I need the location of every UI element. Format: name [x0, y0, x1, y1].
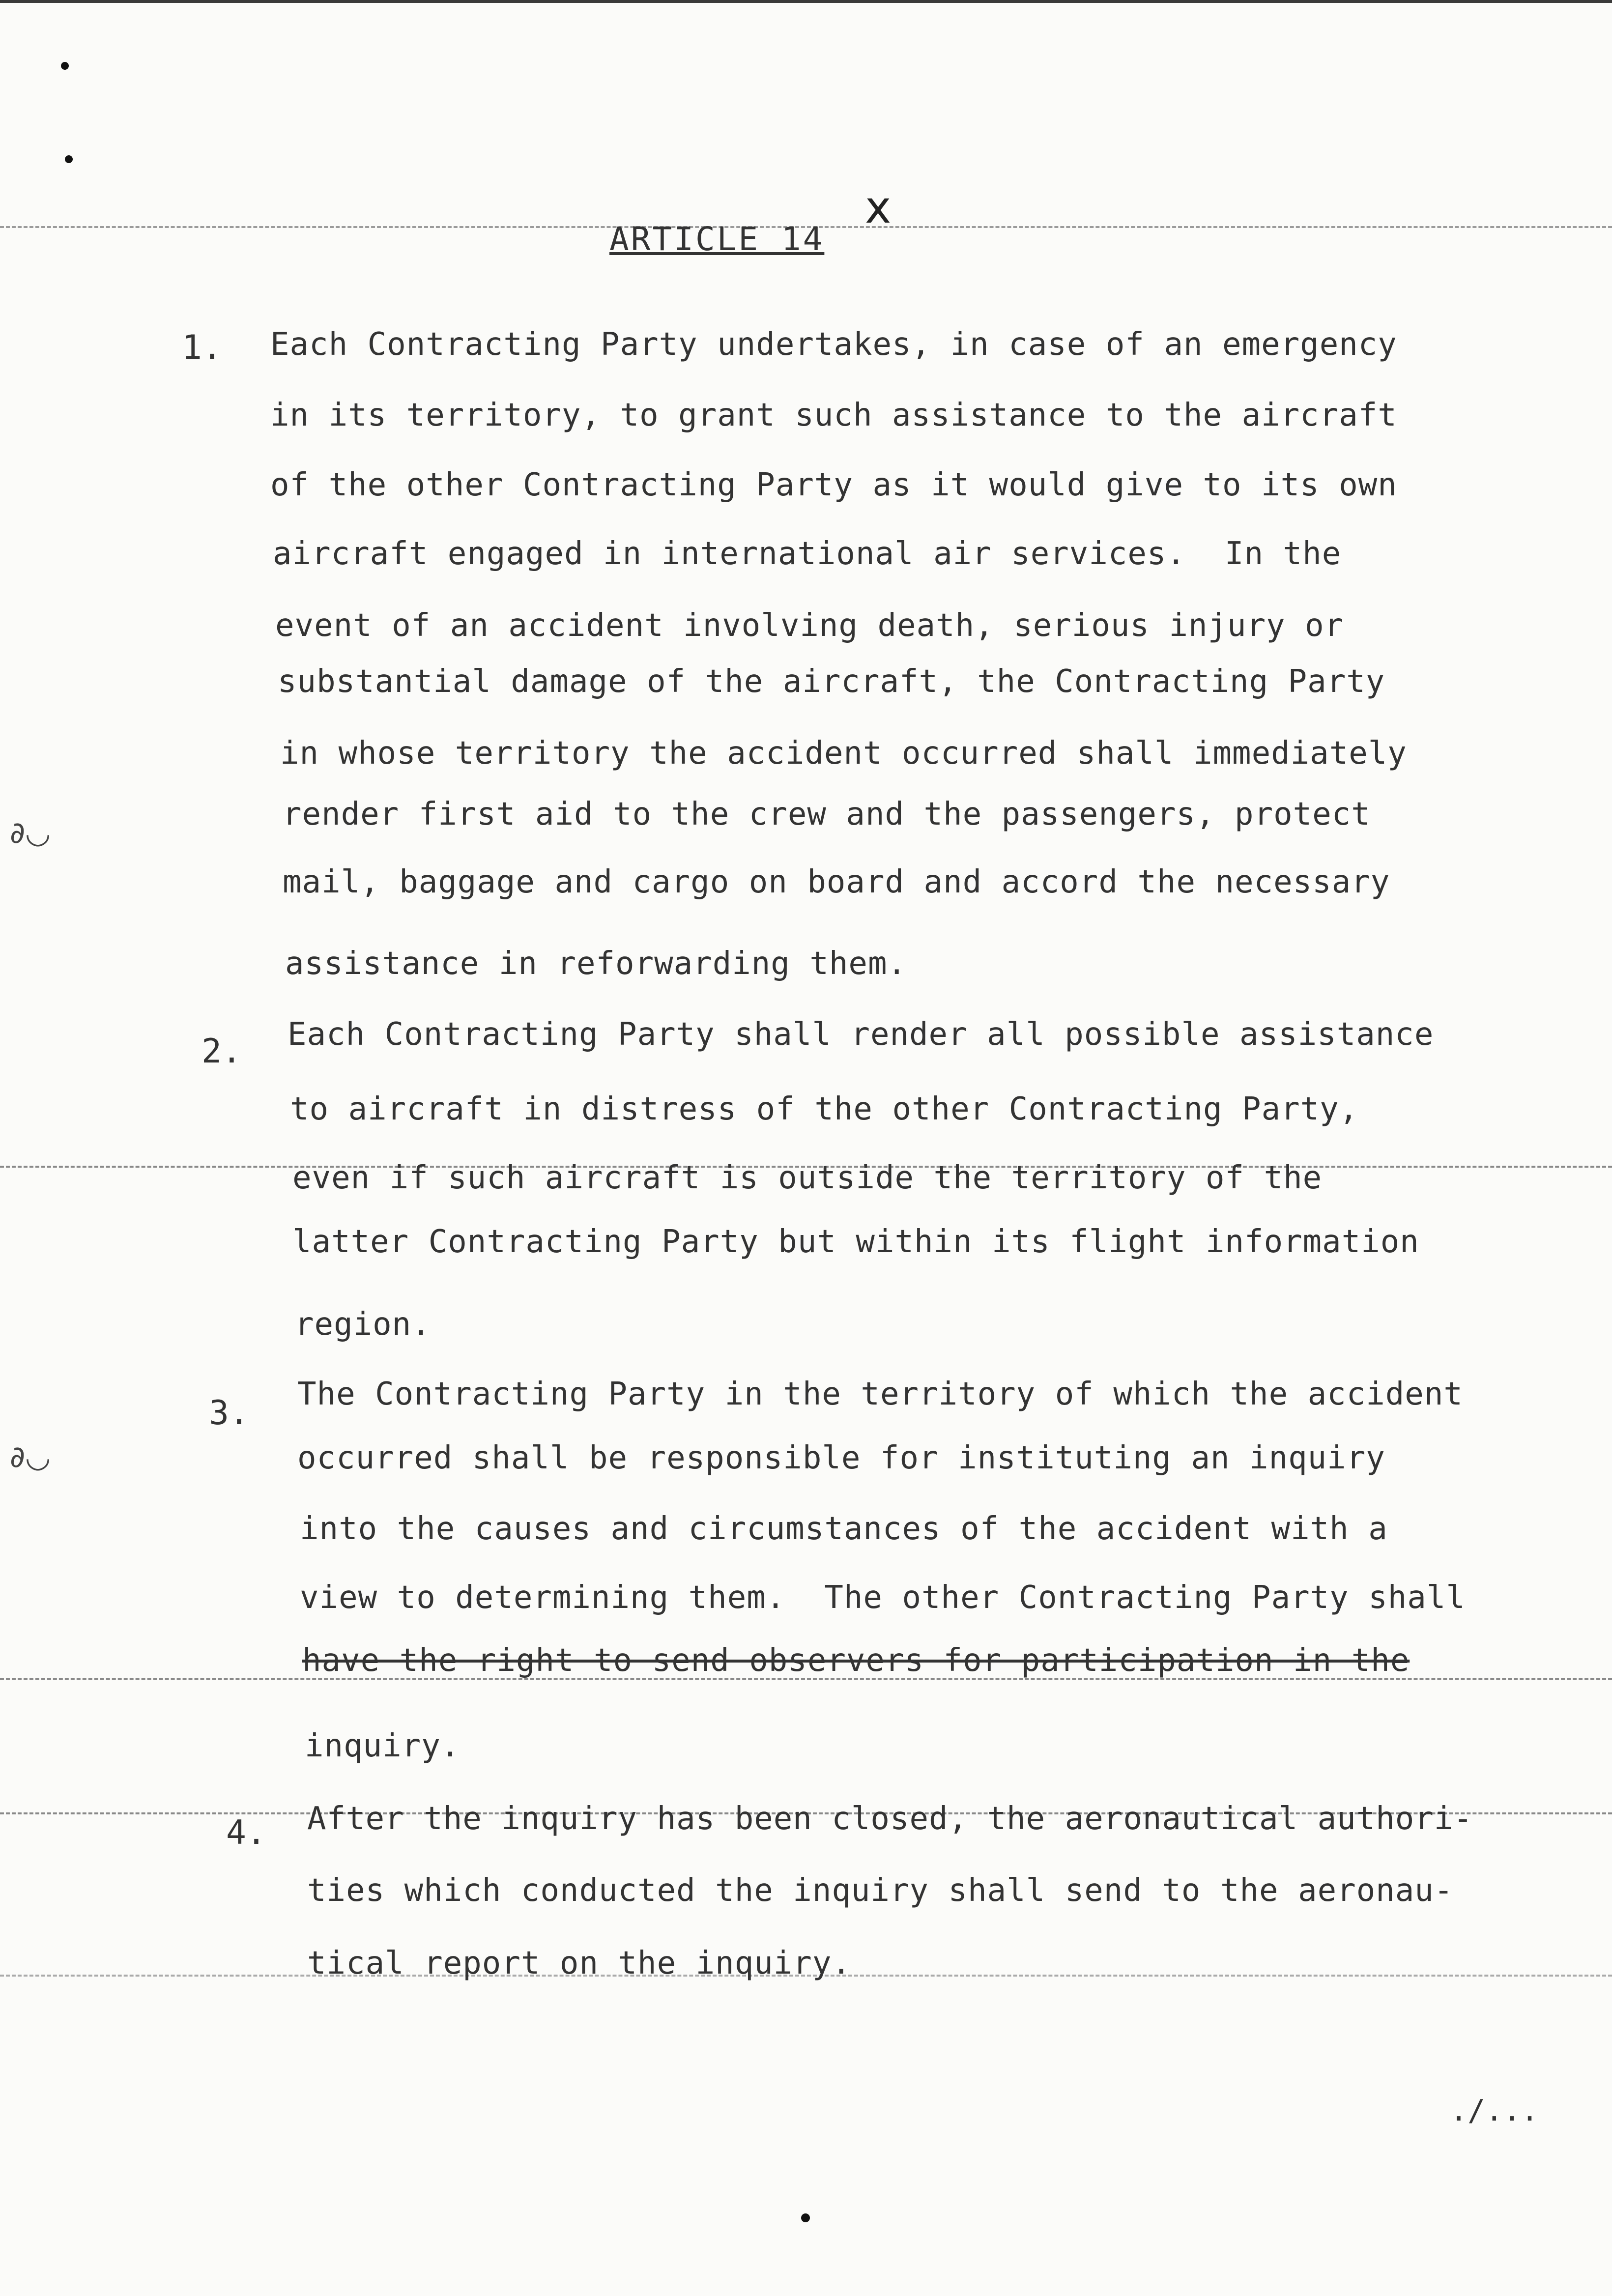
margin-mark: ∂◡	[10, 816, 51, 850]
page-top-edge	[0, 0, 1612, 3]
text-line: event of an accident involving death, serious injury or	[275, 607, 1344, 644]
text-line: The Contracting Party in the territory of which the accident	[297, 1376, 1463, 1412]
text-line: ties which conducted the inquiry shall send to the aeronau-	[307, 1872, 1454, 1909]
text-line: of the other Contracting Party as it would give to its own	[270, 467, 1397, 503]
text-line: After the inquiry has been closed, the aeronautical authori-	[307, 1801, 1473, 1837]
text-line: in whose territory the accident occurred shall immediately	[280, 735, 1407, 772]
text-line: region.	[295, 1306, 431, 1343]
paragraph-number: 2.	[202, 1032, 242, 1071]
speck	[801, 2213, 810, 2222]
paragraph-number: 1.	[182, 328, 222, 367]
text-line: into the causes and circumstances of the accident with a	[300, 1511, 1388, 1547]
text-line: Each Contracting Party shall render all possible assistance	[288, 1016, 1434, 1053]
text-line: aircraft engaged in international air services. In the	[273, 536, 1342, 572]
text-line: render first aid to the crew and the passengers, protect	[283, 796, 1371, 832]
text-line: to aircraft in distress of the other Contracting Party,	[290, 1091, 1359, 1127]
margin-mark: ∂◡	[10, 1440, 51, 1474]
continuation-mark: ./...	[1450, 2094, 1539, 2128]
punch-hole	[65, 155, 73, 163]
text-line: in its territory, to grant such assistance to the aircraft	[270, 397, 1397, 433]
text-line: inquiry.	[305, 1728, 461, 1764]
text-line-struck: have the right to send observers for participation in the	[302, 1642, 1410, 1679]
text-line: tical report on the inquiry.	[307, 1945, 851, 1981]
paragraph-number: 3.	[209, 1394, 249, 1433]
text-line: latter Contracting Party but within its flight information	[292, 1224, 1419, 1260]
article-title: ARTICLE 14	[609, 220, 825, 258]
punch-hole	[61, 62, 69, 70]
text-line: view to determining them. The other Contracting Party shall	[300, 1579, 1466, 1616]
text-line: Each Contracting Party undertakes, in case of an emergency	[270, 326, 1397, 363]
paragraph-number: 4.	[226, 1813, 266, 1852]
text-line: occurred shall be responsible for instituting an inquiry	[297, 1440, 1385, 1476]
text-line: assistance in reforwarding them.	[285, 946, 907, 982]
handwritten-x-mark: x	[865, 182, 892, 233]
text-line: substantial damage of the aircraft, the Contracting Party	[278, 663, 1385, 700]
text-line: even if such aircraft is outside the territory of the	[292, 1160, 1323, 1196]
text-line: mail, baggage and cargo on board and accord the necessary	[283, 864, 1390, 900]
